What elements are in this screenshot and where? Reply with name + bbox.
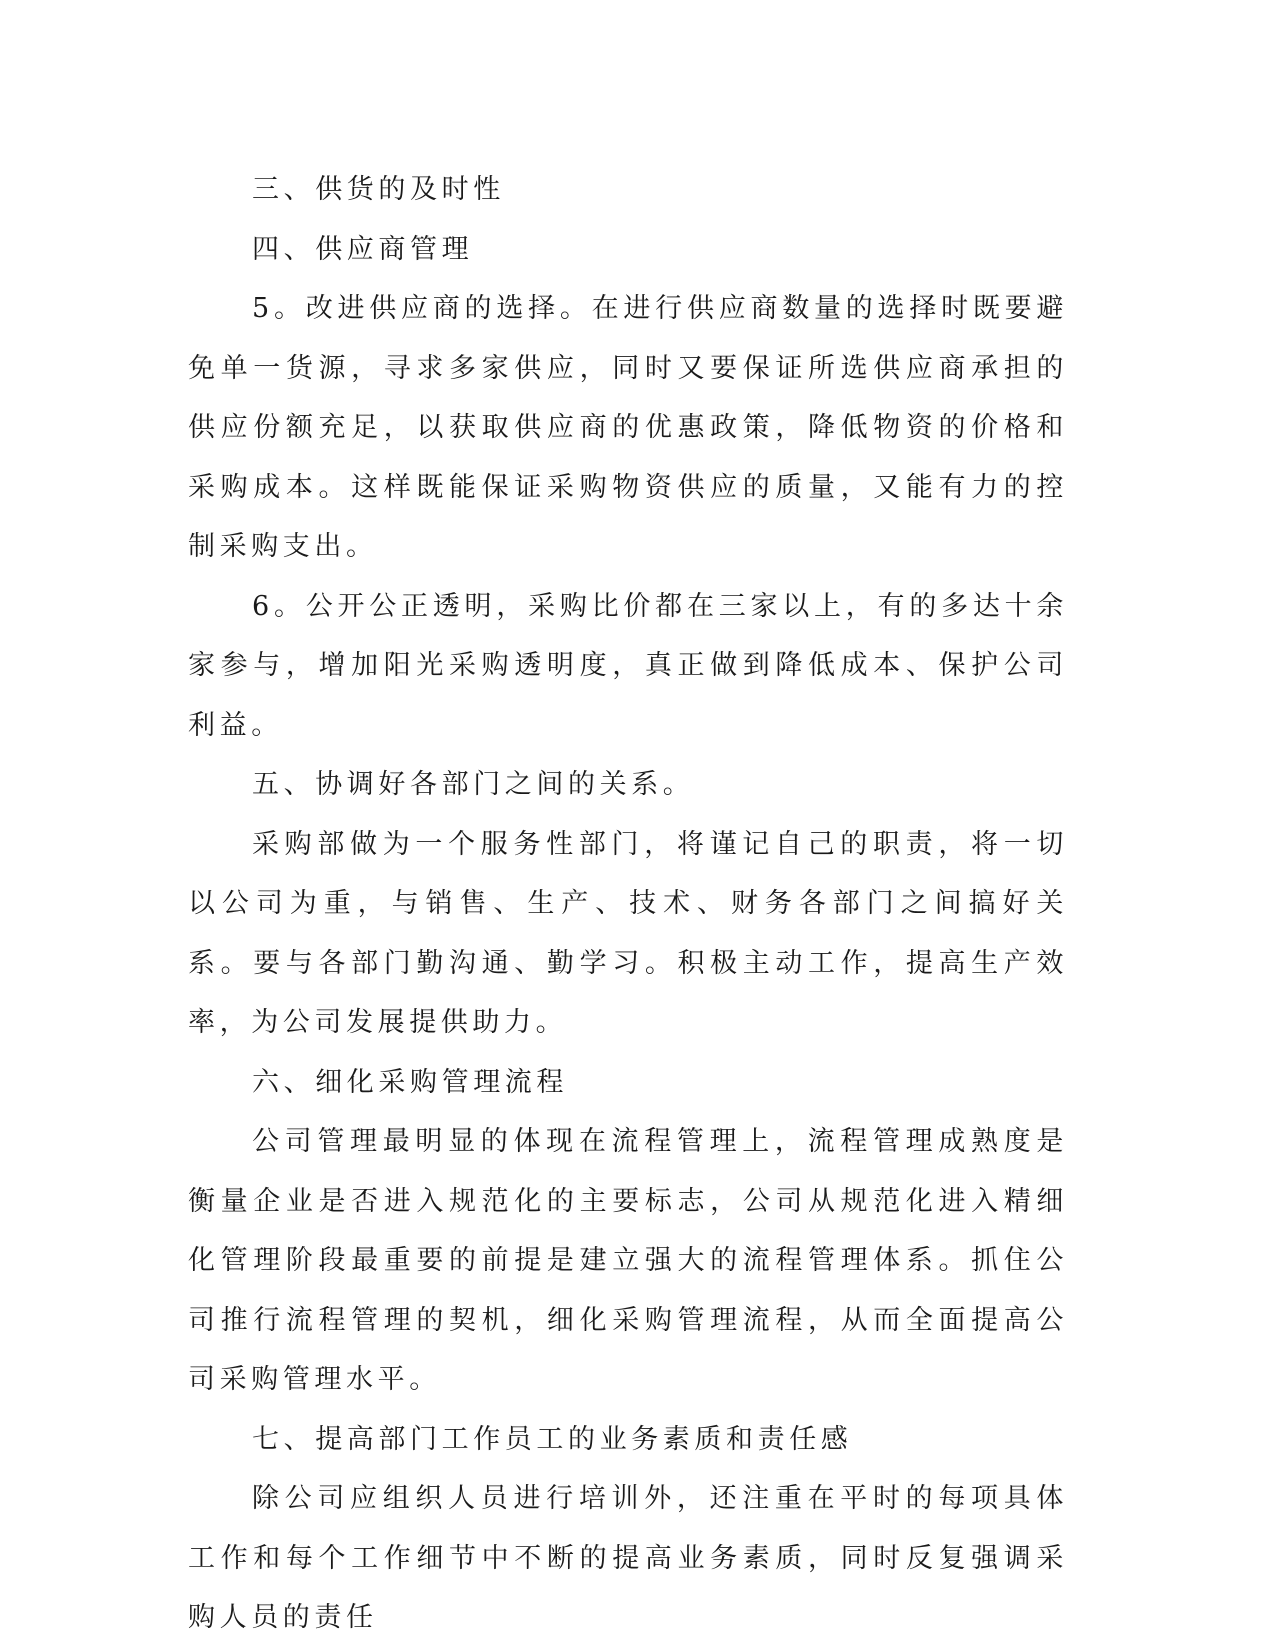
- paragraph-transparency: 6。公开公正透明，采购比价都在三家以上，有的多达十余家参与，增加阳光采购透明度，真正做到降低成本、保护公司利益。: [188, 590, 1068, 741]
- heading-supplier-management: 四、供应商管理: [252, 233, 474, 265]
- heading-department-coordination: 五、协调好各部门之间的关系。: [252, 769, 695, 800]
- heading-refine-process: 六、细化采购管理流程: [252, 1066, 568, 1098]
- heading-timely-supply: 三、供货的及时性: [252, 174, 505, 205]
- paragraph-staff-quality: 除公司应组织人员进行培训外，还注重在平时的每项具体工作和每个工作细节中不断的提高业务素质，同时反复强调采购人员的责任: [188, 1483, 1068, 1633]
- paragraph-refine-process: 公司管理最明显的体现在流程管理上，流程管理成熟度是衡量企业是否进入规范化的主要标志，公司从规范化进入精细化管理阶段最重要的前提是建立强大的流程管理体系。抓住公司推行流程管理的契机，细化采购管理流程，从而全面提高公司采购管理水平。: [188, 1126, 1068, 1395]
- paragraph-department-coordination: 采购部做为一个服务性部门，将谨记自己的职责，将一切以公司为重，与销售、生产、技术、财务各部门之间搞好关系。要与各部门勤沟通、勤学习。积极主动工作，提高生产效率，为公司发展提供助力。: [188, 828, 1068, 1038]
- heading-staff-quality: 七、提高部门工作员工的业务素质和责任感: [252, 1423, 853, 1455]
- paragraph-supplier-selection: 5。改进供应商的选择。在进行供应商数量的选择时既要避免单一货源，寻求多家供应，同时又要保证所选供应商承担的供应份额充足，以获取供应商的优惠政策，降低物资的价格和采购成本。这样既能保证采购物资供应的质量，又能有力的控制采购支出。: [188, 293, 1068, 562]
- document-body: [188, 160, 1068, 1648]
